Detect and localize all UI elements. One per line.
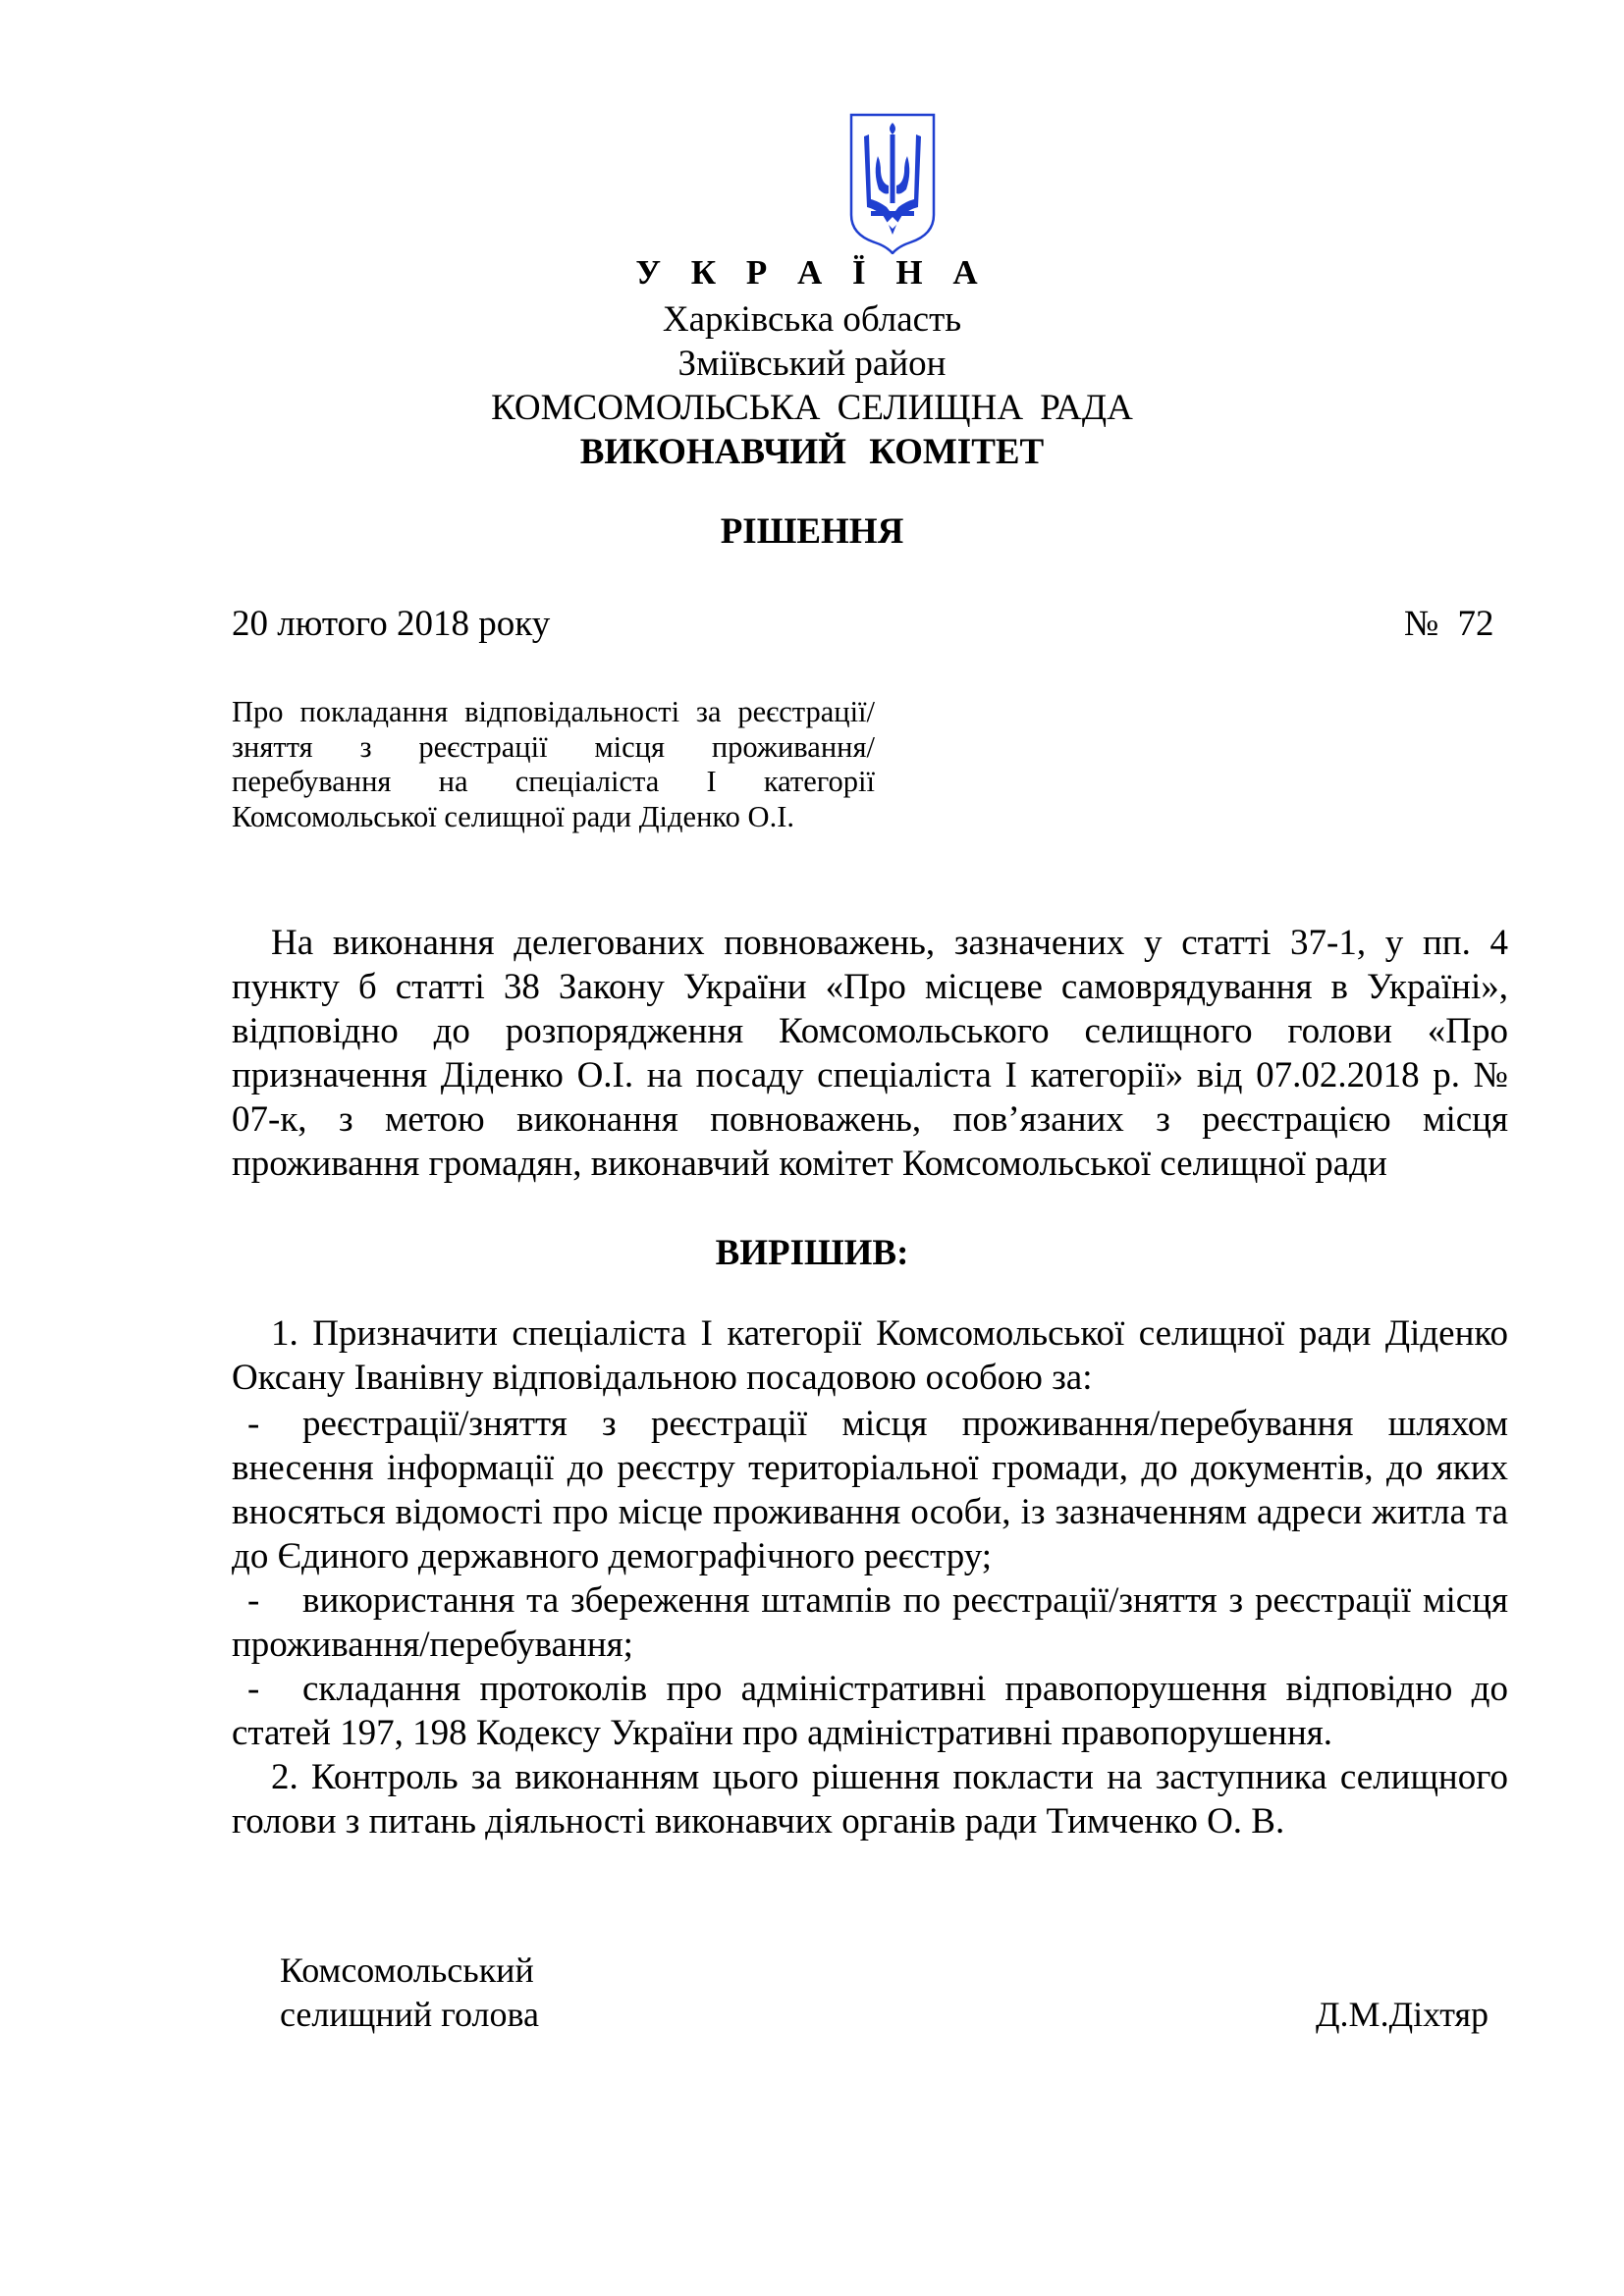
signatory-title-line-1: Комсомольський — [280, 1950, 534, 1990]
responsibility-text-1: реєстрації/зняття з реєстрації місця проживання/перебування шляхом внесення інформації до реєстру територіальної громади, до документів, до яких вносяться відомості про місце проживання особи, із зазначенням адреси житла та до Єдиного державного демографічного реєстру; — [232, 1404, 1508, 1576]
list-dash: - — [247, 1404, 260, 1444]
responsibility-item-2 — [232, 1578, 1508, 1667]
document-date: 20 лютого 2018 року — [232, 604, 551, 644]
oblast-name: Харківська область — [662, 299, 962, 340]
preamble-paragraph: На виконання делегованих повноважень, зазначених у статті 37-1, у пп. 4 пункту б статті 38 Закону України «Про місцеве самоврядування в Україні», відповідно до розпорядження Комсомольського селищного голови «Про призначення Діденко О.І. на посаду спеціаліста І категорії» від 07.02.2018 р. № 07-к, з метою виконання повноважень, пов’язаних з реєстрацією місця проживання громадян, виконавчий комітет Комсомольської селищної ради — [232, 923, 1508, 1184]
responsibility-text-3: складання протоколів про адміністративні правопорушення відповідно до статей 197, 198 Кодексу України про адміністративні правопорушення. — [232, 1669, 1508, 1753]
responsibility-item-1 — [232, 1402, 1508, 1578]
document-number: № 72 — [1404, 604, 1494, 644]
document-type: РІШЕННЯ — [720, 511, 904, 552]
list-dash: - — [247, 1580, 260, 1621]
resolved-heading: ВИРІШИВ: — [715, 1233, 909, 1273]
responsibility-item-3 — [232, 1667, 1508, 1755]
signatory-name: Д.М.Діхтяр — [1316, 1995, 1489, 2034]
resolution-item-1: 1. Призначити спеціаліста І категорії Комсомольської селищної ради Діденко Оксану Іванівну відповідальною посадовою особою за: — [232, 1313, 1508, 1398]
resolution-item-2: 2. Контроль за виконанням цього рішення покласти на заступника селищного голови з питань діяльності виконавчих органів ради Тимченко О. В. — [232, 1757, 1508, 1842]
ukraine-trident-icon — [849, 113, 936, 254]
list-dash: - — [247, 1669, 260, 1709]
council-name: КОМСОМОЛЬСЬКА СЕЛИЩНА РАДА — [491, 388, 1133, 428]
signatory-title — [280, 1949, 539, 2037]
committee-name: ВИКОНАВЧИЙ КОМІТЕТ — [579, 432, 1045, 472]
rayon-name: Зміївський район — [677, 344, 947, 384]
responsibility-text-2: використання та збереження штампів по реєстрації/зняття з реєстрації місця проживання/перебування; — [232, 1580, 1508, 1665]
document-subject: Про покладання відповідальності за реєстрації/зняття з реєстрації місця проживання/перебування на спеціаліста І категорії Комсомольської селищної ради Діденко О.І. — [232, 695, 875, 833]
signatory-title-line-2: селищний голова — [280, 1995, 540, 2034]
country-title: У К Р А Ї Н А — [635, 253, 989, 292]
